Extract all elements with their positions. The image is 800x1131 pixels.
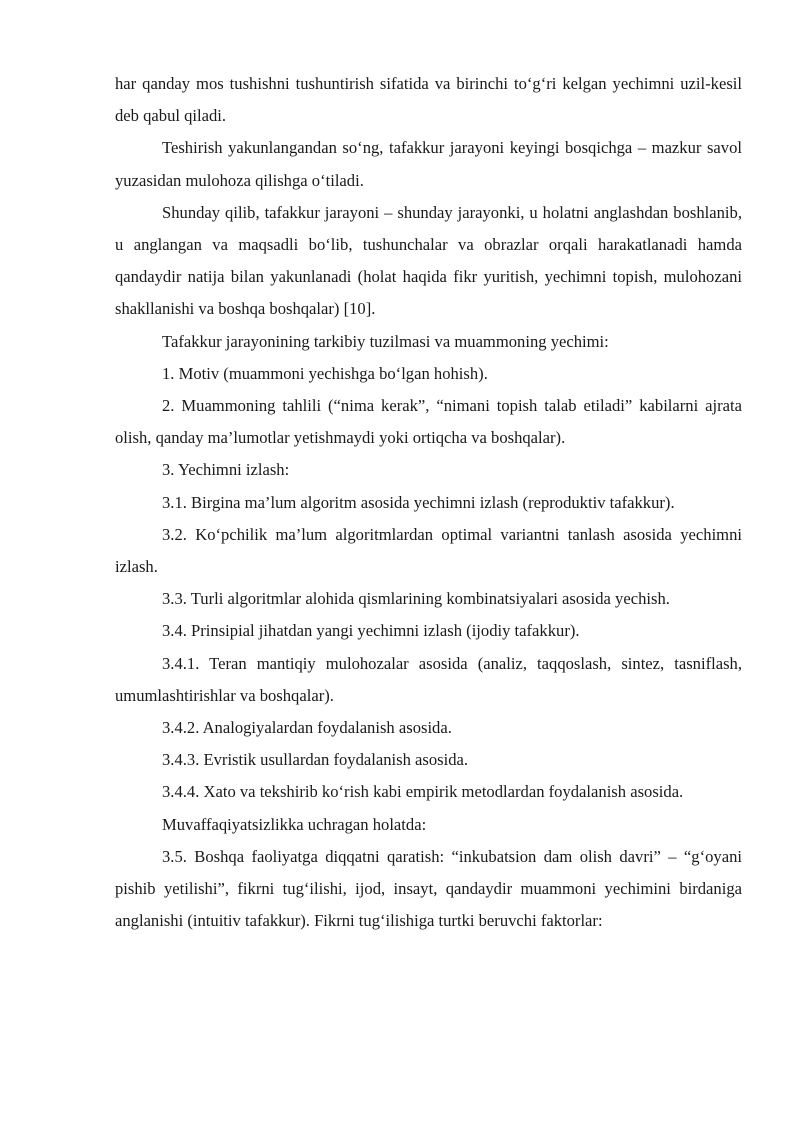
- list-item: 3.1. Birgina ma’lum algoritm asosida yechimni izlash (reproduktiv tafakkur).: [162, 492, 675, 512]
- document-page: [115, 68, 742, 937]
- list-item: 1. Motiv (muammoni yechishga bo‘lgan hohish).: [162, 363, 488, 383]
- paragraph: Shunday qilib, tafakkur jarayoni – shunday jarayonki, u holatni anglashdan boshlanib, u anglangan va maqsadli bo‘lib, tushunchalar va obrazlar orqali harakatlanadi hamda qandaydir natija bilan yakunlanadi (holat haqida fikr yuritish, yechimni topish, mulohozani shakllanishi va boshqa boshqalar) [10].: [115, 202, 742, 319]
- paragraph: har qanday mos tushishni tushuntirish sifatida va birinchi to‘g‘ri kelgan yechimni uzil-kesil deb qabul qiladi.: [115, 74, 742, 126]
- list-item: 3.5. Boshqa faoliyatga diqqatni qaratish: “inkubatsion dam olish davri” – “g‘oyani pishib yetilishi”, fikrni tug‘ilishi, ijod, insayt, qandaydir muammoni yechimini birdaniga anglanishi (intuitiv tafakkur). Fikrni tug‘ilishiga turtki beruvchi faktorlar:: [115, 846, 742, 931]
- list-item: 3.2. Ko‘pchilik ma’lum algoritmlardan optimal variantni tanlash asosida yechimni izlash.: [115, 524, 742, 577]
- list-item: 3.4.4. Xato va tekshirib ko‘rish kabi empirik metodlardan foydalanish asosida.: [162, 782, 684, 802]
- list-item: 3.4. Prinsipial jihatdan yangi yechimni izlash (ijodiy tafakkur).: [162, 621, 580, 641]
- list-heading: Tafakkur jarayonining tarkibiy tuzilmasi va muammoning yechimi:: [162, 331, 609, 351]
- paragraph: Muvaffaqiyatsizlikka uchragan holatda:: [162, 814, 427, 834]
- list-item: 3.3. Turli algoritmlar alohida qismlarining kombinatsiyalari asosida yechish.: [162, 589, 670, 609]
- list-item: 3.4.1. Teran mantiqiy mulohozalar asosida (analiz, taqqoslash, sintez, tasniflash, umumlashtirishlar va boshqalar).: [115, 653, 742, 705]
- list-item: 3. Yechimni izlash:: [162, 460, 290, 480]
- list-item: 3.4.2. Analogiyalardan foydalanish asosida.: [162, 718, 452, 738]
- list-item: 2. Muammoning tahlili (“nima kerak”, “nimani topish talab etiladi” kabilarni ajrata olish, qanday ma’lumotlar yetishmaydi yoki ortiqcha va boshqalar).: [115, 396, 742, 448]
- paragraph: Teshirish yakunlangandan so‘ng, tafakkur jarayoni keyingi bosqichga – mazkur savol yuzasidan mulohoza qilishga o‘tiladi.: [115, 138, 742, 190]
- list-item: 3.4.3. Evristik usullardan foydalanish asosida.: [162, 750, 469, 770]
